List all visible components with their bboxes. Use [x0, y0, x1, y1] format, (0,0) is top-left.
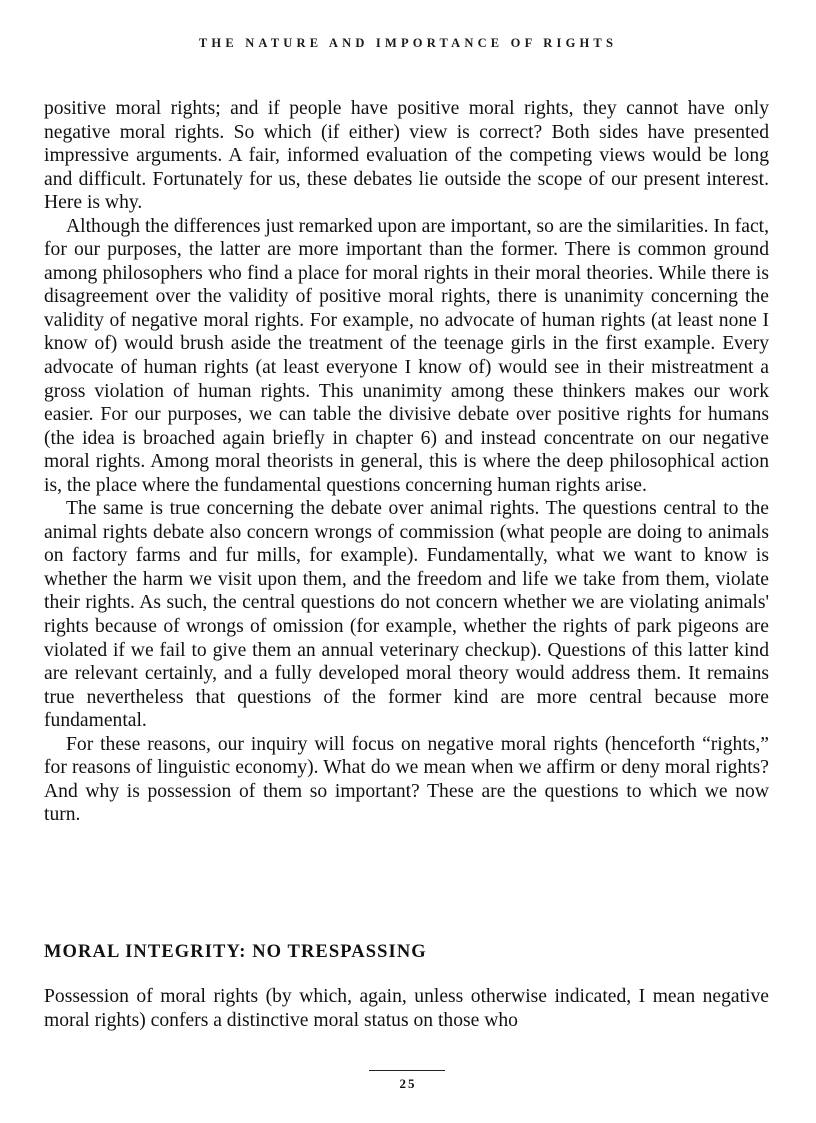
paragraph-1: positive moral rights; and if people have positive moral rights, they cannot have only negative moral rights. So which (if either) view is correct? Both sides have presented impressive arguments. A fair, informed evaluation of the competing views would be long and difficult. Fortunately for us, these debates lie outside the scope of our present interest. Here is why. [44, 98, 769, 214]
page-number: 25 [399, 1076, 417, 1091]
section-paragraph: Possession of moral rights (by which, again, unless otherwise indicated, I mean negative moral rights) confers a distinctive moral status on those who [44, 986, 769, 1031]
section-heading: MORAL INTEGRITY: NO TRESPASSING [44, 942, 427, 962]
folio-rule [369, 1070, 445, 1071]
running-head: THE NATURE AND IMPORTANCE OF RIGHTS [198, 36, 618, 50]
paragraph-3: The same is true concerning the debate over animal rights. The questions central to the animal rights debate also concern wrongs of commission (what people are doing to animals on factory farms and fur mills, for example). Fundamentally, what we want to know is whether the harm we visit upon them, and the freedom and life we take from them, violate their rights. As such, the central questions do not concern whether we are violating animals' rights because of wrongs of omission (for example, whether the rights of park pigeons are violated if we fail to give them an annual veterinary checkup). Questions of this latter kind are relevant certainly, and a fully developed moral theory would address them. It remains true nevertheless that questions of the former kind are more central because more fundamental. [44, 498, 769, 732]
paragraph-4: For these reasons, our inquiry will focus on negative moral rights (henceforth “rights,” for reasons of linguistic economy). What do we mean when we affirm or deny moral rights? And why is possession of them so important? These are the questions to which we now turn. [44, 733, 769, 826]
section-text [44, 985, 769, 1032]
paragraph-2: Although the differences just remarked upon are important, so are the similarities. In fact, for our purposes, the latter are more important than the former. There is common ground among philosophers who find a place for moral rights in their moral theories. While there is disagreement over the validity of positive moral rights, there is unanimity concerning the validity of negative moral rights. For example, no advocate of human rights (at least none I know of) would brush aside the treatment of the teenage girls in the first example. Every advocate of human rights (at least everyone I know of) would see in their mistreatment a gross violation of human rights. This unanimity among these thinkers makes our work easier. For our purposes, we can table the divisive debate over positive rights for humans (the idea is broached again briefly in chapter 6) and instead concentrate on our negative moral rights. Among moral theorists in general, this is where the deep philosophical action is, the place where the fundamental questions concerning human rights arise. [44, 215, 769, 496]
body-text [44, 97, 769, 827]
